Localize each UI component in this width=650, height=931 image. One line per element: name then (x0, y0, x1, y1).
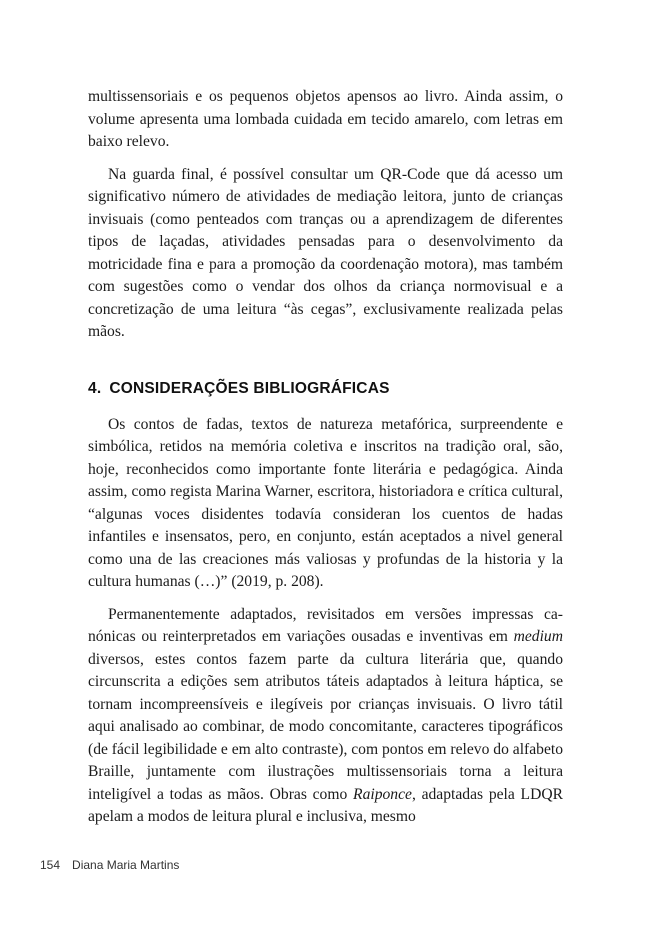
paragraph-continuation: multissensoriais e os pequenos objetos apensos ao livro. Ainda assim, o volume apresenta uma lombada cuidada em tecido amarelo, com letras em baixo relevo. (88, 88, 563, 150)
paragraph-text: diversos, estes contos fazem parte da cultura literária que, quando circunscrita a edições sem atributos táteis adaptados à leitura háptica, se tornam incompreensíveis e ilegíveis por crianças invisuais. O livro tátil aqui analisado ao combinar, de modo concomitante, caracteres tipográficos (de fácil legibilidade e em alto contraste), com pontos em relevo do alfabeto Braille, juntamente com ilustrações multissensoriais torna a leitura inteligível a todas as mãos. Obras como (88, 650, 563, 803)
page-footer (40, 858, 179, 872)
section-number: 4. (88, 379, 102, 397)
paragraph-text: , adaptadas pela LDQR apelam a modos de leitura plural e inclusiva, mesmo (88, 785, 563, 825)
paragraph-spacer (88, 594, 563, 604)
section-heading (88, 378, 563, 400)
italic-title-raiponce: Raiponce (353, 785, 412, 803)
section-title: CONSIDERAÇÕES BIBLIOGRÁFICAS (109, 379, 390, 397)
page-number: 154 (40, 858, 61, 872)
paragraph-spacer (88, 154, 563, 164)
paragraph-adaptados (88, 604, 563, 829)
paragraph-text: Permanentemente adaptados, revisitados em versões impressas canónicas ou reinterpretados em variações ousadas e inventivas em (88, 605, 563, 645)
paragraph-guarda-final: Na guarda final, é possível consultar um QR-Code que dá acesso um significativo número de atividades de mediação leitora, junto de crianças invisuais (como penteados com tranças ou a aprendizagem de diferentes tipos de laçadas, atividades pensadas para o desenvolvimento da motricidade fina e para a promoção da coordenação motora), mas também com sugestões como o vendar dos olhos da criança normovisual e a concretização de uma leitura “às cegas”, exclusivamente realizada pelas mãos. (88, 165, 563, 340)
section-spacer (88, 344, 563, 378)
running-footer-author: Diana Maria Martins (72, 858, 180, 872)
italic-term-medium: medium (513, 628, 563, 645)
paragraph-contos-de-fadas: Os contos de fadas, textos de natureza metafórica, surpreendente e simbólica, retidos na memória coletiva e inscritos na tradição oral, são, hoje, reconhecidos como importante fonte literária e pedagógica. Ainda assim, como regista Marina Warner, escritora, historiadora e crítica cultural, “algunas voces disidentes todavía consideran los cuentos de hadas infantiles e insensatos, pero, en conjunto, están aceptados a nivel general como una de las creaciones más valiosas y profundas de la historia y la cultura humanas (…)” (2019, p. 208). (88, 415, 563, 590)
section-spacer (88, 400, 563, 414)
page-body (88, 86, 563, 829)
